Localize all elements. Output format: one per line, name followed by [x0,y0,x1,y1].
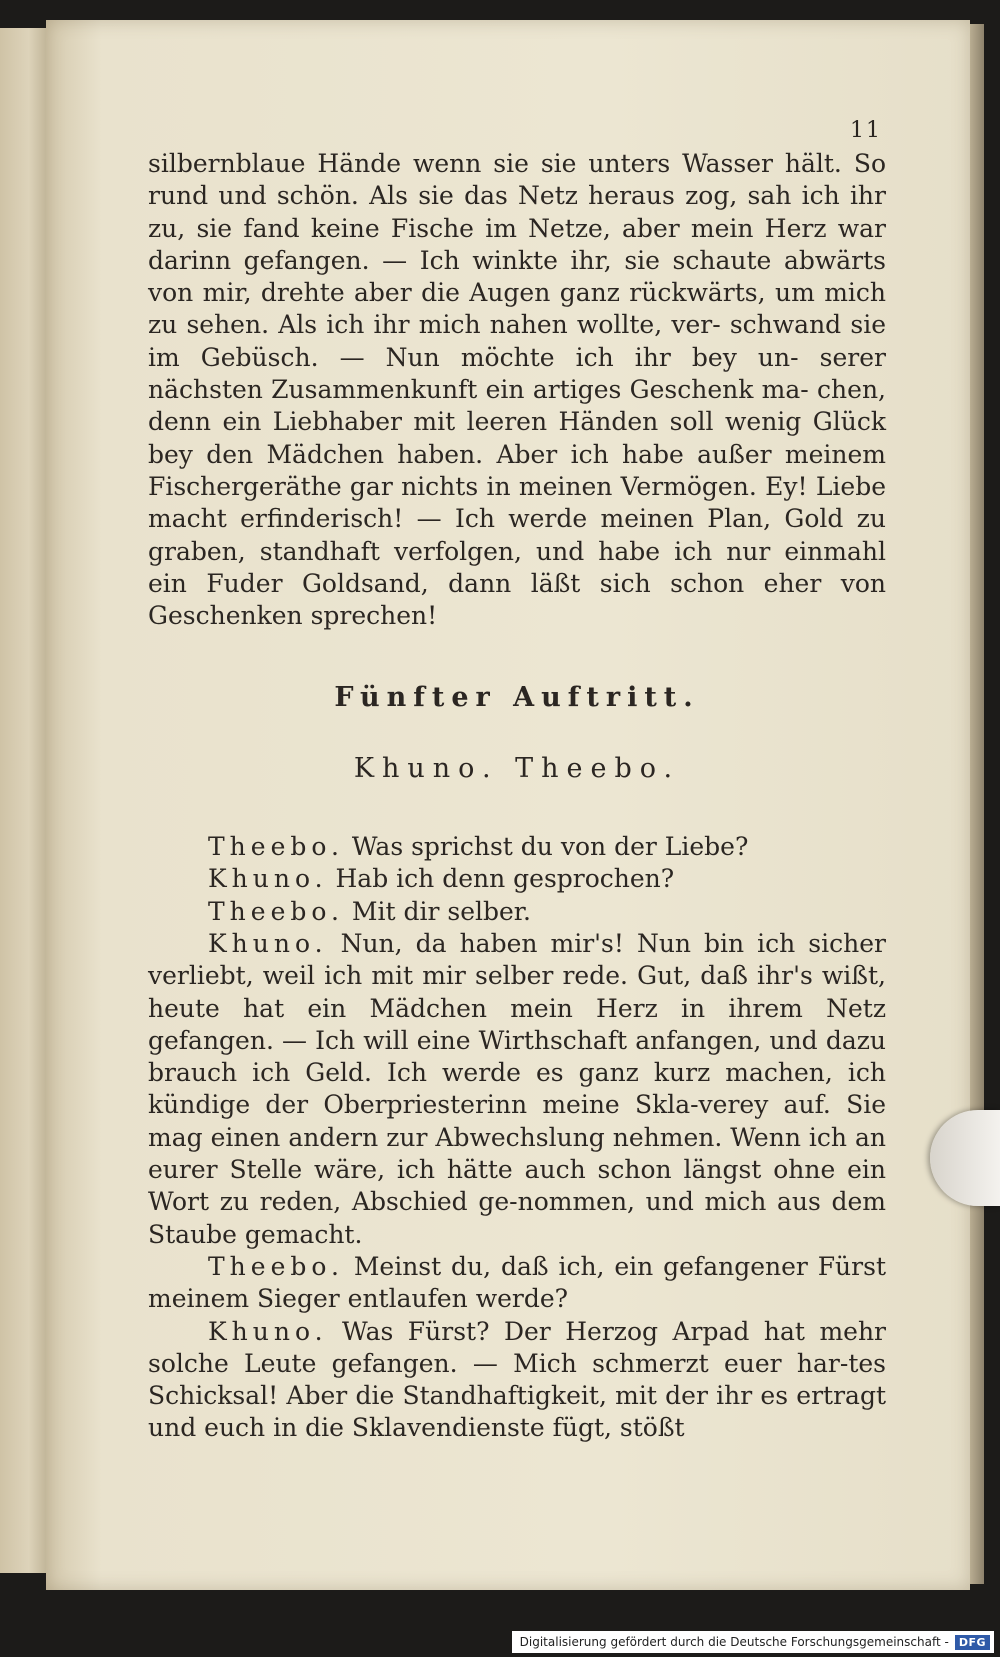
speaker-name: Theebo. [208,896,344,926]
text-line: meinem Fischergeräthe gar nichts in meinen Vermögen. [148,439,886,501]
dialogue-text: Was Fürst? Der Herzog Arpad hat mehr solche Leute gefangen. — Mich schmerzt euer har-tes Schicksal! Aber die Standhaftigkeit, mit der ihr es ertragt und euch in die Sklavendienste fügt, stößt [148,1316,887,1443]
text-line: Ey! Liebe macht erfinderisch! — Ich werde meinen [148,471,887,534]
dialogue-line [148,928,886,1251]
monologue-paragraph [148,148,886,632]
dialogue-text: Nun, da haben mir's! Nun bin ich sicher verliebt, weil ich mit mir selber rede. Gut, daß ihr's wißt, heute hat ein Mädchen mein Herz in ihrem Netz gefangen. — Ich will eine Wirthschaft anfangen, und dazu brauch ich Geld. Ich werde es ganz kurz machen, ich kündige der Oberpriesterinn meine Skla-verey auf. Sie mag einen andern zur Abwechslung nehmen. Wenn ich an eurer Stelle wäre, ich hätte auch schon längst ohne ein Wort zu reden, Abschied ge-nommen, und mich aus dem Staube gemacht. [148,928,886,1249]
dialogue-line [148,1251,886,1316]
text-line: ich nur einmahl ein Fuder Goldsand, dann läßt sich [148,536,886,598]
speaker-name: Theebo. [208,1251,344,1281]
dialogue-line [148,831,886,863]
dialogue-text: Was sprichst du von der Liebe? [351,832,749,862]
text-line: war darinn gefangen. — Ich winkte ihr, sie schaute [148,213,887,275]
footer-text: Digitalisierung gefördert durch die Deutsche Forschungsgemeinschaft - [519,1635,949,1649]
page-number: 11 [850,118,882,143]
page-stack-edge [970,24,984,1584]
text-line: Plan, Gold zu graben, standhaft verfolgen, und habe [148,504,886,566]
text-line: serer nächsten Zusammenkunft ein artiges Geschenk ma- [148,342,886,405]
text-line: um mich zu sehen. Als ich ihr mich nahen wollte, ver- [148,278,886,340]
speaker-name: Khuno. [208,928,328,958]
page-text [148,148,886,1445]
dialogue-text: Meinst du, daß ich, ein gefangener Fürst meinem Sieger entlaufen werde? [148,1251,886,1314]
text-line: abwärts von mir, drehte aber die Augen ganz rückwärts, [148,245,886,308]
speaker-name: Khuno. [208,864,328,894]
speaker-name: Theebo. [208,832,344,862]
dialogue-text: Mit dir selber. [351,896,531,926]
text-line: silbernblaue Hände wenn sie sie unters Wasser hält. So [148,149,886,178]
text-line: rund und schön. Als sie das Netz heraus zog, sah ich [148,181,840,211]
digitization-footer [512,1631,994,1653]
facing-page-edge [0,28,52,1573]
characters-line: Khuno. Theebo. [353,752,681,784]
speaker-name: Khuno. [208,1316,328,1346]
scene-heading: Fünfter Auftritt. [334,682,700,714]
dfg-logo: DFG [955,1635,990,1650]
text-line: ihr zu, sie fand keine Fische im Netze, aber mein Herz [148,181,886,243]
dialogue-line [148,1316,886,1445]
dialogue-line [148,863,886,895]
dialogue-text: Hab ich denn gesprochen? [335,864,675,894]
text-line: schon eher von Geschenken sprechen! [148,568,887,631]
text-line: schwand sie im Gebüsch. — Nun möchte ich ihr bey un- [148,310,886,372]
text-line: Glück bey den Mädchen haben. Aber ich habe außer [148,407,886,469]
dialogue-line [148,896,886,928]
text-line: chen, denn ein Liebhaber mit leeren Händen soll wenig [148,375,886,437]
